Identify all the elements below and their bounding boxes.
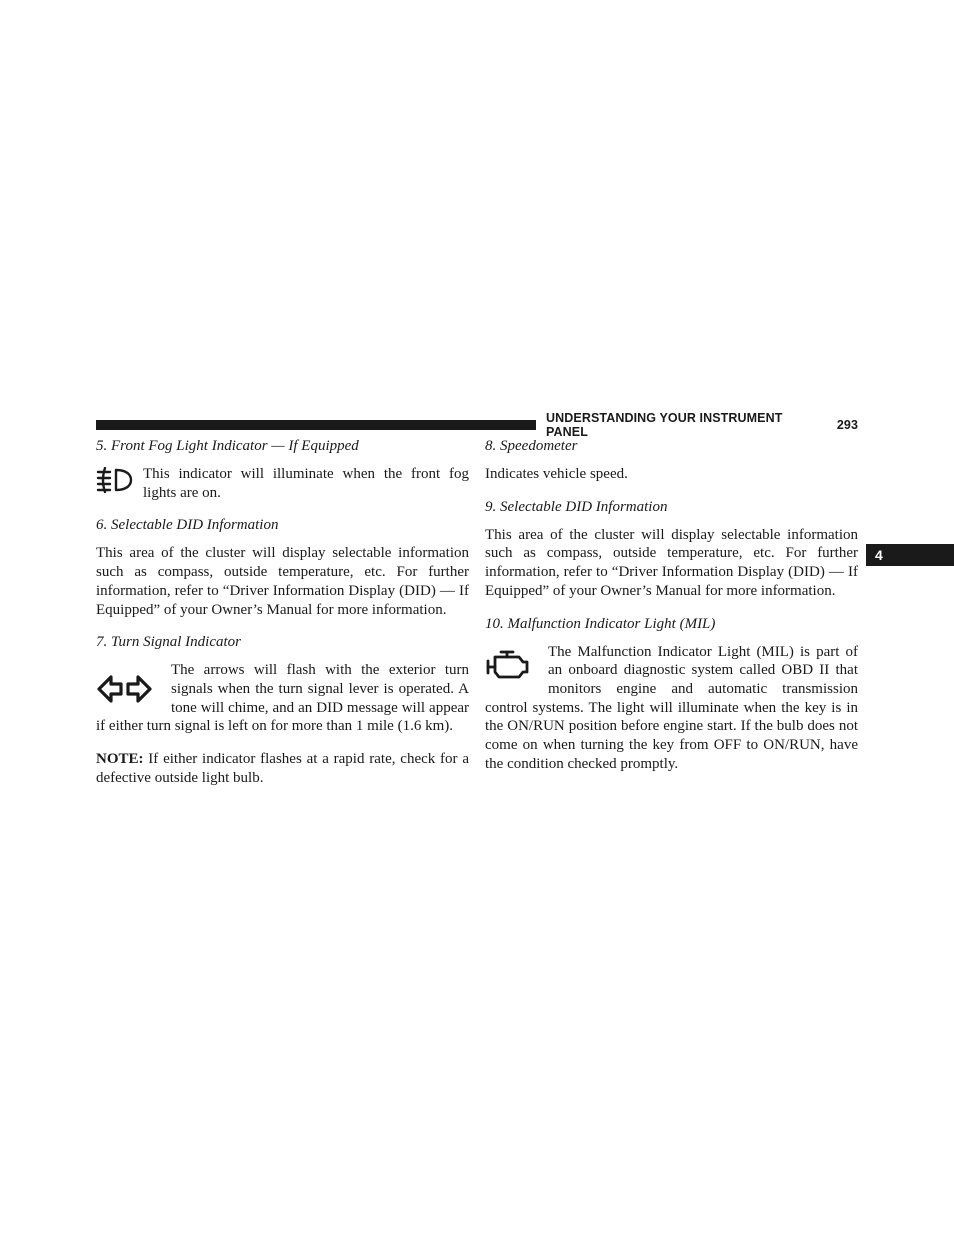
note-label: NOTE: [96,751,144,768]
speedometer-text: Indicates vehicle speed. [485,466,628,482]
heading-speedometer: 8. Speedometer [485,438,578,454]
heading-front-fog-light: 5. Front Fog Light Indicator — If Equipped [96,438,359,454]
engine-check-icon [485,643,538,685]
heading-selectable-did-right: 9. Selectable DID Information [485,498,668,515]
section-title: UNDERSTANDING YOUR INSTRUMENT PANEL [546,411,783,439]
front-fog-light-block [96,465,469,502]
chapter-number: 4 [875,547,883,563]
malfunction-indicator-text: The Malfunction Indicator Light (MIL) is part of an onboard diagnostic system called OBD II that monitors engine and automatic transmission control systems. The light will illuminate when the key is in the ON/RUN position before engine start. If the bulb does not come on when turning the key from OFF to ON/RUN, have the condition checked promptly. [485,643,858,772]
turn-signal-block [96,661,469,736]
heading-turn-signal: 7. Turn Signal Indicator [96,634,242,651]
turn-signal-text: The arrows will flash with the exterior turn signals when the turn signal lever is operated. A tone will chime, and an DID message will appear if either turn signal is left on for more than 1 mile (1.6 km). [96,662,469,735]
selectable-did-text-left: This area of the cluster will display selectable information such as compass, outside temperature, etc. For further information, refer to “Driver Information Display (DID) — If Equipped” of your Owner’s Manual for more information. [96,545,469,618]
selectable-did-text-right: This area of the cluster will display selectable information such as compass, outside temperature, etc. For further information, refer to “Driver Information Display (DID) — If Equipped” of your Owner’s Manual for more information. [485,526,858,599]
running-header [546,411,858,439]
chapter-tab [866,544,954,566]
heading-malfunction-indicator: 10. Malfunction Indicator Light (MIL) [485,615,716,632]
front-fog-light-text: This indicator will illuminate when the front fog lights are on. [143,466,469,501]
front-fog-light-icon [96,465,133,493]
left-column [96,437,469,795]
right-column [485,437,858,781]
turn-signal-arrows-icon [96,661,161,715]
note-text: If either indicator flashes at a rapid rate, check for a defective outside light bulb. [96,751,469,786]
heading-selectable-did-left: 6. Selectable DID Information [96,517,279,534]
malfunction-indicator-block [485,643,858,774]
page-number: 293 [836,418,858,432]
note-paragraph [96,750,469,787]
header-rule [96,420,536,430]
